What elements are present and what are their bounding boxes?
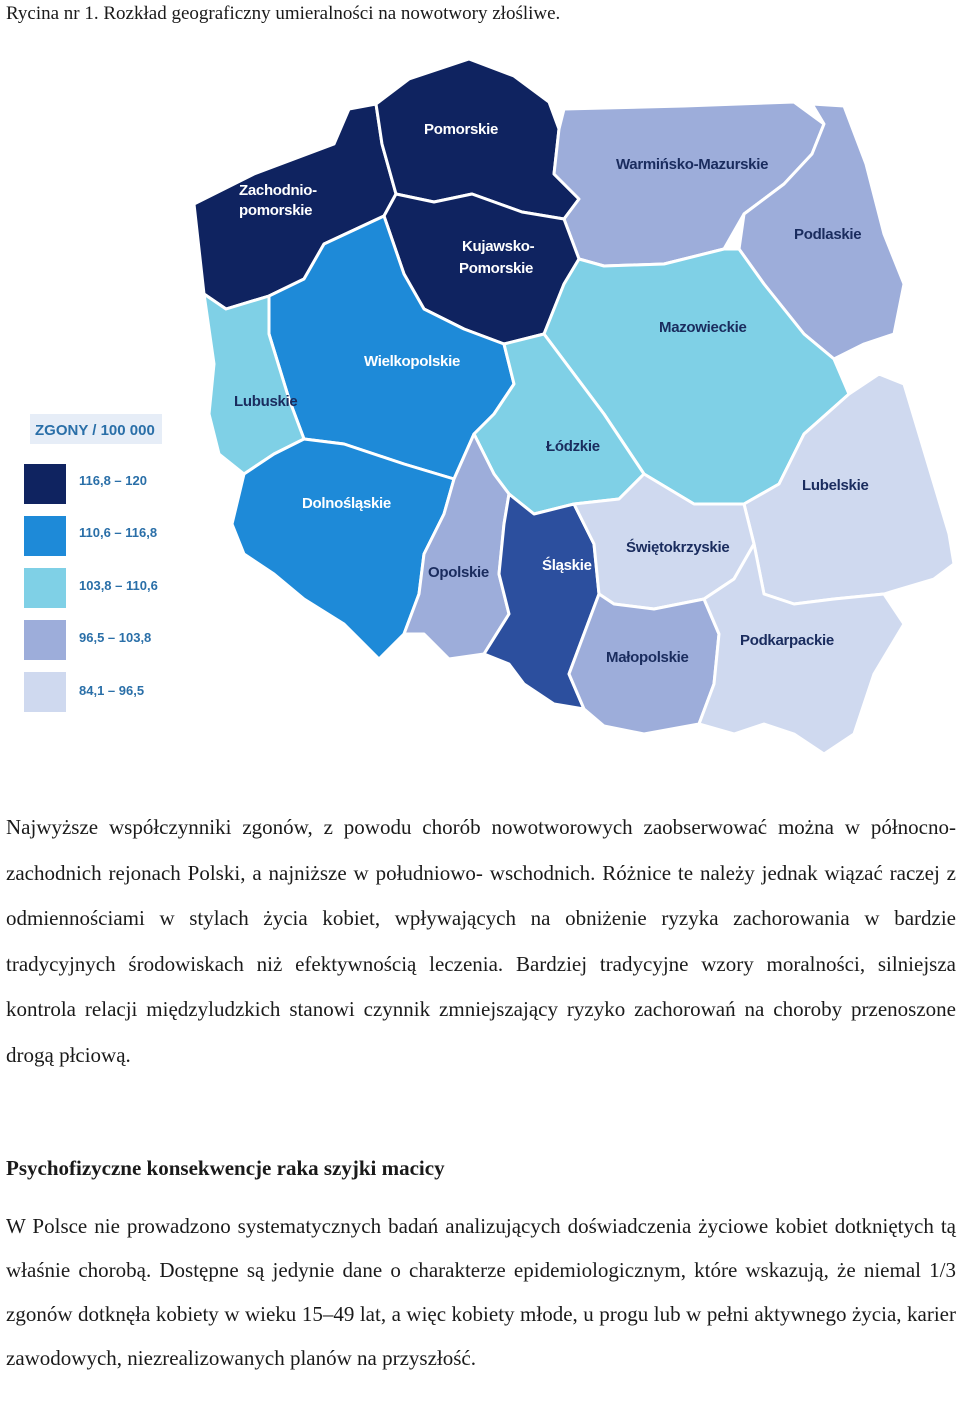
legend-swatch-1: [24, 464, 66, 504]
legend-title: ZGONY / 100 000: [35, 422, 155, 439]
map-svg: [4, 34, 956, 756]
legend-swatch-4: [24, 620, 66, 660]
label-zachodniopomorskie-2: pomorskie: [239, 202, 313, 219]
label-malopolskie: Małopolskie: [606, 649, 689, 666]
label-swietokrzyskie: Świętokrzyskie: [626, 539, 730, 556]
label-kujawsko-2: Pomorskie: [459, 260, 533, 277]
label-lubelskie: Lubelskie: [802, 477, 869, 494]
legend-swatch-2: [24, 516, 66, 556]
legend-swatch-3: [24, 568, 66, 608]
label-kujawsko-1: Kujawsko-: [462, 238, 535, 255]
legend-label-2: 110,6 – 116,8: [79, 525, 158, 540]
legend-label-4: 96,5 – 103,8: [79, 630, 152, 645]
section-heading: Psychofizyczne konsekwencje raka szyjki macicy: [6, 1156, 445, 1180]
label-wielkopolskie: Wielkopolskie: [364, 353, 460, 370]
legend-label-1: 116,8 – 120: [79, 473, 147, 488]
legend-label-3: 103,8 – 110,6: [79, 578, 158, 593]
label-mazowieckie: Mazowieckie: [659, 319, 747, 336]
figure-caption: Rycina nr 1. Rozkład geograficzny umieralności na nowotwory złośliwe.: [6, 3, 561, 24]
poland-mortality-map: [4, 34, 956, 756]
legend-label-5: 84,1 – 96,5: [79, 683, 145, 698]
label-dolnoslaskie: Dolnośląskie: [302, 495, 391, 512]
label-opolskie: Opolskie: [428, 564, 489, 581]
label-lodzkie: Łódzkie: [546, 438, 600, 455]
paragraph-mortality-differences: Najwyższe współczynniki zgonów, z powodu chorób nowotworowych zaobserwować można w północno-zachodnich rejonach Polski, a najniższe w południowo- wschodnich. Różnice te należy jednak wiązać raczej z odmiennościami w stylach życia kobiet, wpływających na obniżenie ryzyka zachorowania w bardzie tradycyjnych środowiskach niż efektywnością leczenia. Bardziej tradycyjne wzory moralności, silniejsza kontrola relacji międzyludzkich stanowi czynnik zmniejszający ryzyko zachorowań na choroby przenoszone drogą płciową.: [6, 815, 956, 1067]
paragraph-psychophysical: W Polsce nie prowadzono systematycznych badań analizujących doświadczenia życiowe kobiet dotkniętych tą właśnie chorobą. Dostępne są jedynie dane o charakterze epidemiologicznym, które wskazują, że niemal 1/3 zgonów dotknęła kobiety w wieku 15–49 lat, a więc kobiety młode, u progu lub w pełni aktywnego życia, karier zawodowych, niezrealizowanych planów na przyszłość.: [6, 1214, 956, 1370]
legend-swatch-5: [24, 672, 66, 712]
label-podlaskie: Podlaskie: [794, 226, 862, 243]
label-lubuskie: Lubuskie: [234, 393, 298, 410]
label-pomorskie: Pomorskie: [424, 121, 498, 138]
label-warminsko-mazurskie: Warmińsko-Mazurskie: [616, 156, 769, 173]
label-podkarpackie: Podkarpackie: [740, 632, 834, 649]
label-zachodniopomorskie-1: Zachodnio-: [239, 182, 317, 199]
label-slaskie: Śląskie: [542, 557, 592, 574]
